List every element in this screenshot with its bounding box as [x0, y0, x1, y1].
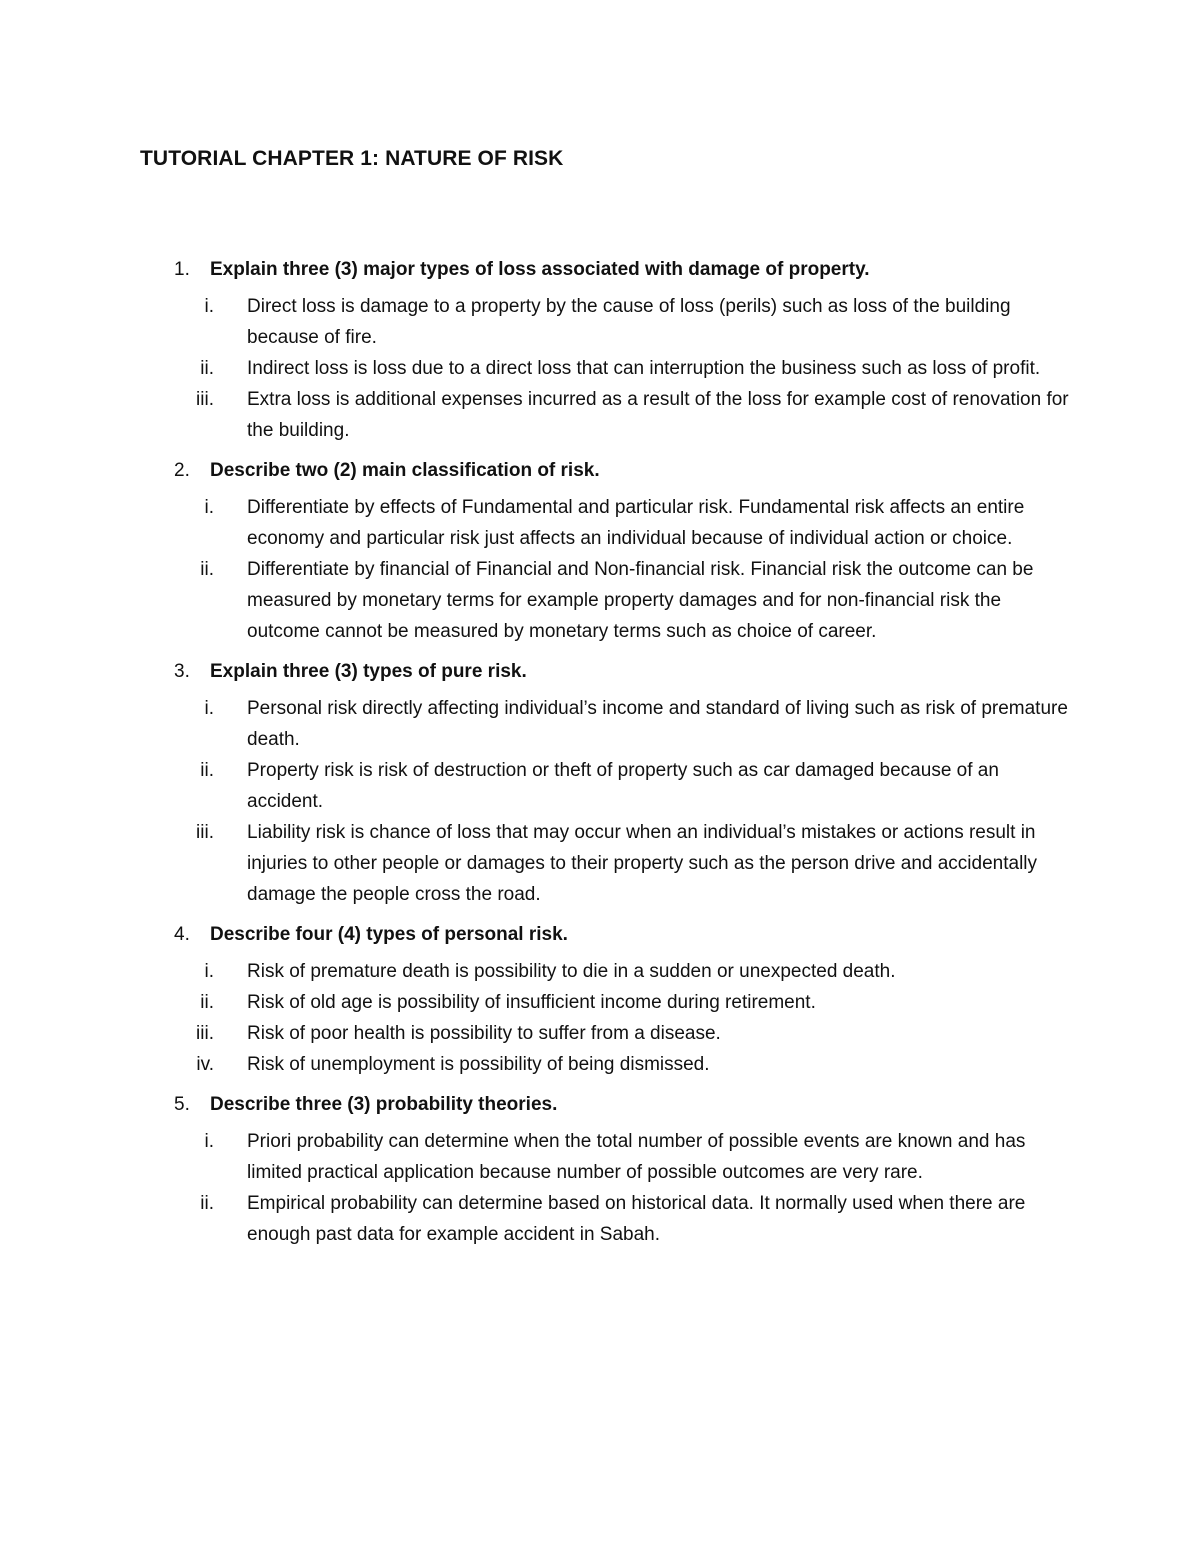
answer-number: ii.	[200, 358, 214, 379]
answer-text: Direct loss is damage to a property by the cause of loss (perils) such as loss of the building because of fire.	[247, 296, 1011, 348]
answer-text: Risk of poor health is possibility to suffer from a disease.	[247, 1023, 721, 1044]
answer-list	[0, 956, 1200, 1080]
answer-text: Differentiate by financial of Financial and Non-financial risk. Financial risk the outcome can be measured by monetary terms for example property damages and for non-financial risk the outcome cannot be measured by monetary terms such as choice of career.	[247, 559, 1034, 642]
question-number: 5.	[174, 1094, 190, 1115]
answer-number: i.	[204, 698, 214, 719]
question-number: 3.	[174, 661, 190, 682]
question-item	[0, 1089, 1200, 1250]
answer-number: i.	[204, 296, 214, 317]
answer-item	[0, 1126, 1200, 1188]
answer-number: ii.	[200, 992, 214, 1013]
answer-item	[0, 353, 1200, 384]
question-item	[0, 919, 1200, 1080]
answer-text: Property risk is risk of destruction or theft of property such as car damaged because of an accident.	[247, 760, 999, 812]
answer-text: Extra loss is additional expenses incurred as a result of the loss for example cost of renovation for the building.	[247, 389, 1069, 441]
answer-text: Indirect loss is loss due to a direct loss that can interruption the business such as loss of profit.	[247, 358, 1041, 379]
question-item	[0, 254, 1200, 446]
answer-item	[0, 755, 1200, 817]
question-heading	[0, 254, 1200, 285]
answer-item	[0, 384, 1200, 446]
answer-number: i.	[204, 961, 214, 982]
answer-number: i.	[204, 1131, 214, 1152]
answer-text: Liability risk is chance of loss that may occur when an individual’s mistakes or actions result in injuries to other people or damages to their property such as the person drive and accidentally damage the people cross the road.	[247, 822, 1038, 905]
question-text: Explain three (3) types of pure risk.	[210, 661, 527, 682]
question-heading	[0, 1089, 1200, 1120]
answer-item	[0, 987, 1200, 1018]
answer-text: Priori probability can determine when the total number of possible events are known and has limited practical application because number of possible outcomes are very rare.	[247, 1131, 1026, 1183]
answer-number: iii.	[196, 389, 214, 410]
answer-list	[0, 1126, 1200, 1250]
answer-item	[0, 492, 1200, 554]
answer-list	[0, 291, 1200, 446]
question-item	[0, 455, 1200, 647]
answer-text: Personal risk directly affecting individual’s income and standard of living such as risk of premature death.	[247, 698, 1068, 750]
answer-text: Differentiate by effects of Fundamental and particular risk. Fundamental risk affects an entire economy and particular risk just affects an individual because of individual action or choice.	[247, 497, 1025, 549]
question-text: Describe four (4) types of personal risk.	[210, 924, 568, 945]
answer-number: ii.	[200, 559, 214, 580]
answer-item	[0, 693, 1200, 755]
answer-item	[0, 1049, 1200, 1080]
question-number: 1.	[174, 259, 190, 280]
question-text: Describe two (2) main classification of risk.	[210, 460, 600, 481]
answer-item	[0, 291, 1200, 353]
answer-item	[0, 1018, 1200, 1049]
answer-number: iii.	[196, 822, 214, 843]
answer-text: Risk of premature death is possibility to die in a sudden or unexpected death.	[247, 961, 896, 982]
answer-number: iii.	[196, 1023, 214, 1044]
answer-list	[0, 492, 1200, 647]
answer-text: Risk of old age is possibility of insufficient income during retirement.	[247, 992, 816, 1013]
answer-number: ii.	[200, 760, 214, 781]
answer-number: iv.	[196, 1054, 214, 1075]
answer-list	[0, 693, 1200, 910]
question-heading	[0, 919, 1200, 950]
question-number: 4.	[174, 924, 190, 945]
question-heading	[0, 656, 1200, 687]
question-text: Describe three (3) probability theories.	[210, 1094, 558, 1115]
answer-item	[0, 554, 1200, 647]
question-text: Explain three (3) major types of loss associated with damage of property.	[210, 259, 870, 280]
answer-text: Risk of unemployment is possibility of being dismissed.	[247, 1054, 710, 1075]
question-item	[0, 656, 1200, 910]
answer-text: Empirical probability can determine based on historical data. It normally used when there are enough past data for example accident in Sabah.	[247, 1193, 1026, 1245]
answer-item	[0, 817, 1200, 910]
answer-item	[0, 1188, 1200, 1250]
answer-item	[0, 956, 1200, 987]
page-title: TUTORIAL CHAPTER 1: NATURE OF RISK	[140, 147, 564, 170]
answer-number: ii.	[200, 1193, 214, 1214]
question-heading	[0, 455, 1200, 486]
answer-number: i.	[204, 497, 214, 518]
question-number: 2.	[174, 460, 190, 481]
question-list	[0, 254, 1200, 1250]
